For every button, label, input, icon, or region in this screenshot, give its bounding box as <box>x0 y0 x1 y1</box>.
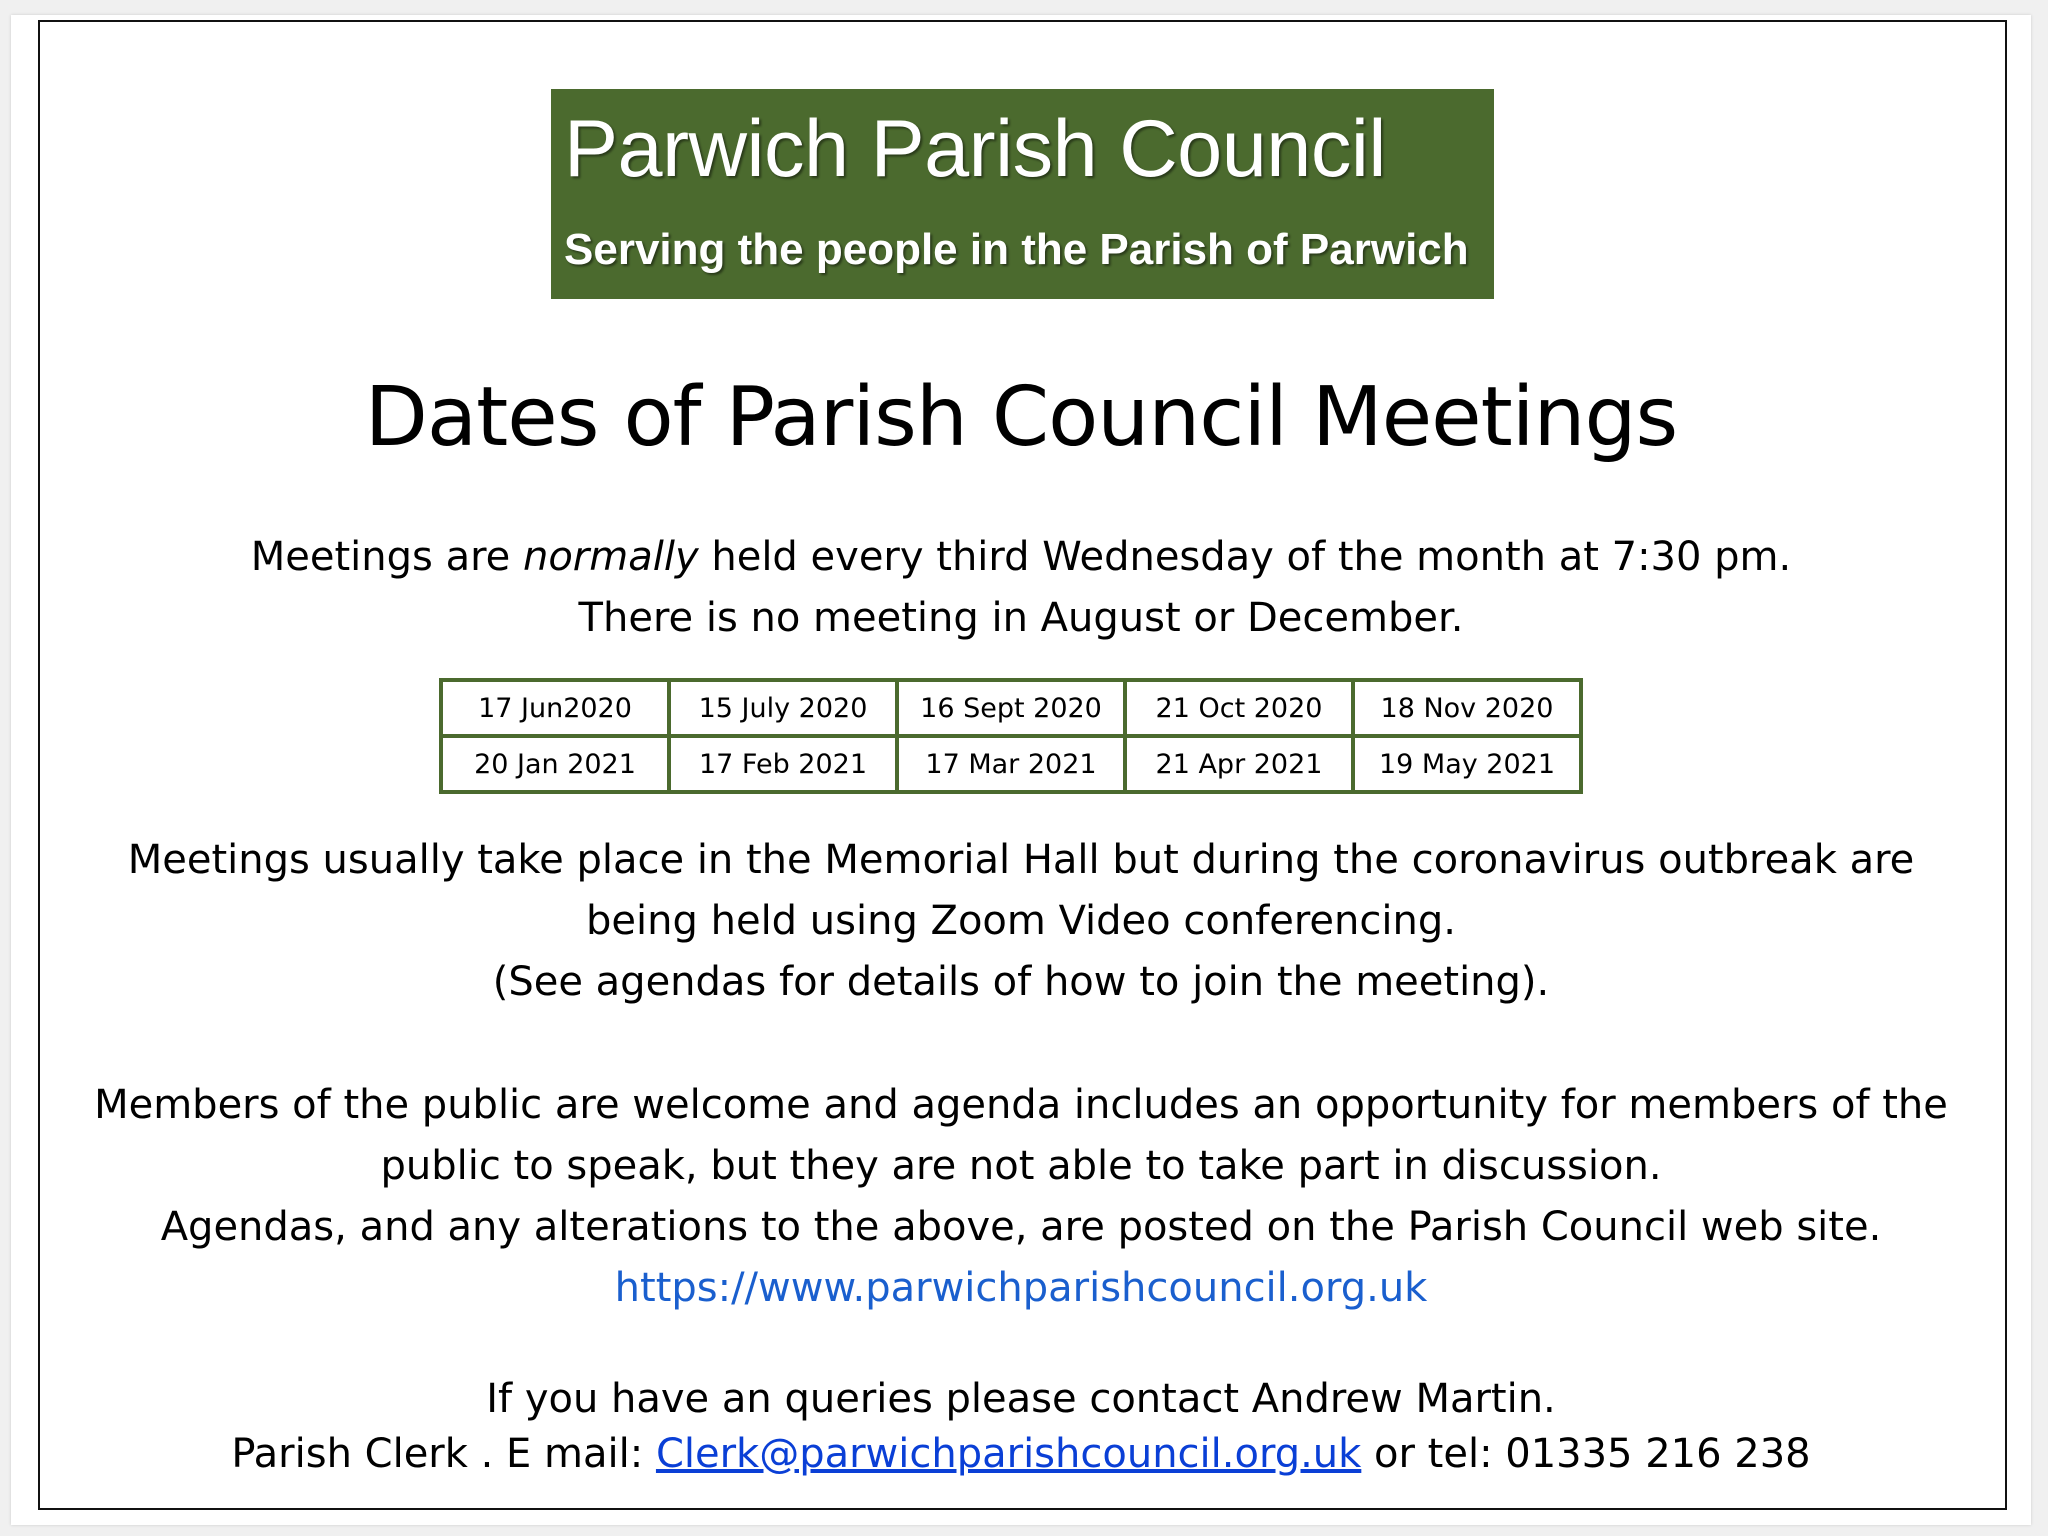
meeting-schedule-intro <box>11 527 2031 649</box>
contact-line-2: Parish Clerk . E mail: Clerk@parwichparishcouncil.org.uk or tel: 01335 216 238 <box>231 1431 1811 1477</box>
intro-line-1: Meetings are normally held every third Wednesday of the month at 7:30 pm. <box>250 534 1792 580</box>
meeting-dates-table <box>439 678 1583 794</box>
venue-line-1: Meetings usually take place in the Memorial Hall but during the coronavirus outbreak are <box>127 837 1915 883</box>
meeting-date-cell: 17 Mar 2021 <box>897 736 1125 792</box>
meeting-date-cell: 16 Sept 2020 <box>897 680 1125 736</box>
document-page <box>11 15 2031 1525</box>
public-info <box>11 1075 2031 1319</box>
contact-info <box>11 1372 2031 1482</box>
meeting-date-cell: 21 Apr 2021 <box>1125 736 1353 792</box>
meeting-date-cell: 17 Jun2020 <box>441 680 669 736</box>
venue-line-3: (See agendas for details of how to join the meeting). <box>492 959 1550 1005</box>
banner-title: Parwich Parish Council <box>564 104 1386 194</box>
meeting-date-cell: 19 May 2021 <box>1353 736 1581 792</box>
emphasis-normally: normally <box>522 534 699 580</box>
website-link[interactable]: https://www.parwichparishcouncil.org.uk <box>614 1265 1428 1311</box>
meeting-date-cell: 15 July 2020 <box>669 680 897 736</box>
public-line-3: Agendas, and any alterations to the above, are posted on the Parish Council web site. <box>160 1204 1882 1250</box>
banner-subtitle: Serving the people in the Parish of Parwich <box>564 225 1469 274</box>
table-row <box>441 736 1581 792</box>
email-link[interactable]: Clerk@parwichparishcouncil.org.uk <box>655 1431 1362 1477</box>
public-line-2: public to speak, but they are not able to take part in discussion. <box>380 1143 1662 1189</box>
website-line <box>11 1258 2031 1319</box>
page-title: Dates of Parish Council Meetings <box>364 370 1678 465</box>
meeting-date-cell: 17 Feb 2021 <box>669 736 897 792</box>
venue-info <box>11 830 2031 1013</box>
meeting-date-cell: 20 Jan 2021 <box>441 736 669 792</box>
intro-line-2: There is no meeting in August or December. <box>578 595 1464 641</box>
table-row <box>441 680 1581 736</box>
council-banner <box>551 89 1494 299</box>
meeting-date-cell: 21 Oct 2020 <box>1125 680 1353 736</box>
venue-line-2: being held using Zoom Video conferencing. <box>586 898 1456 944</box>
public-line-1: Members of the public are welcome and agenda includes an opportunity for members of the <box>94 1082 1948 1128</box>
meeting-date-cell: 18 Nov 2020 <box>1353 680 1581 736</box>
contact-line-1: If you have an queries please contact Andrew Martin. <box>486 1376 1556 1422</box>
